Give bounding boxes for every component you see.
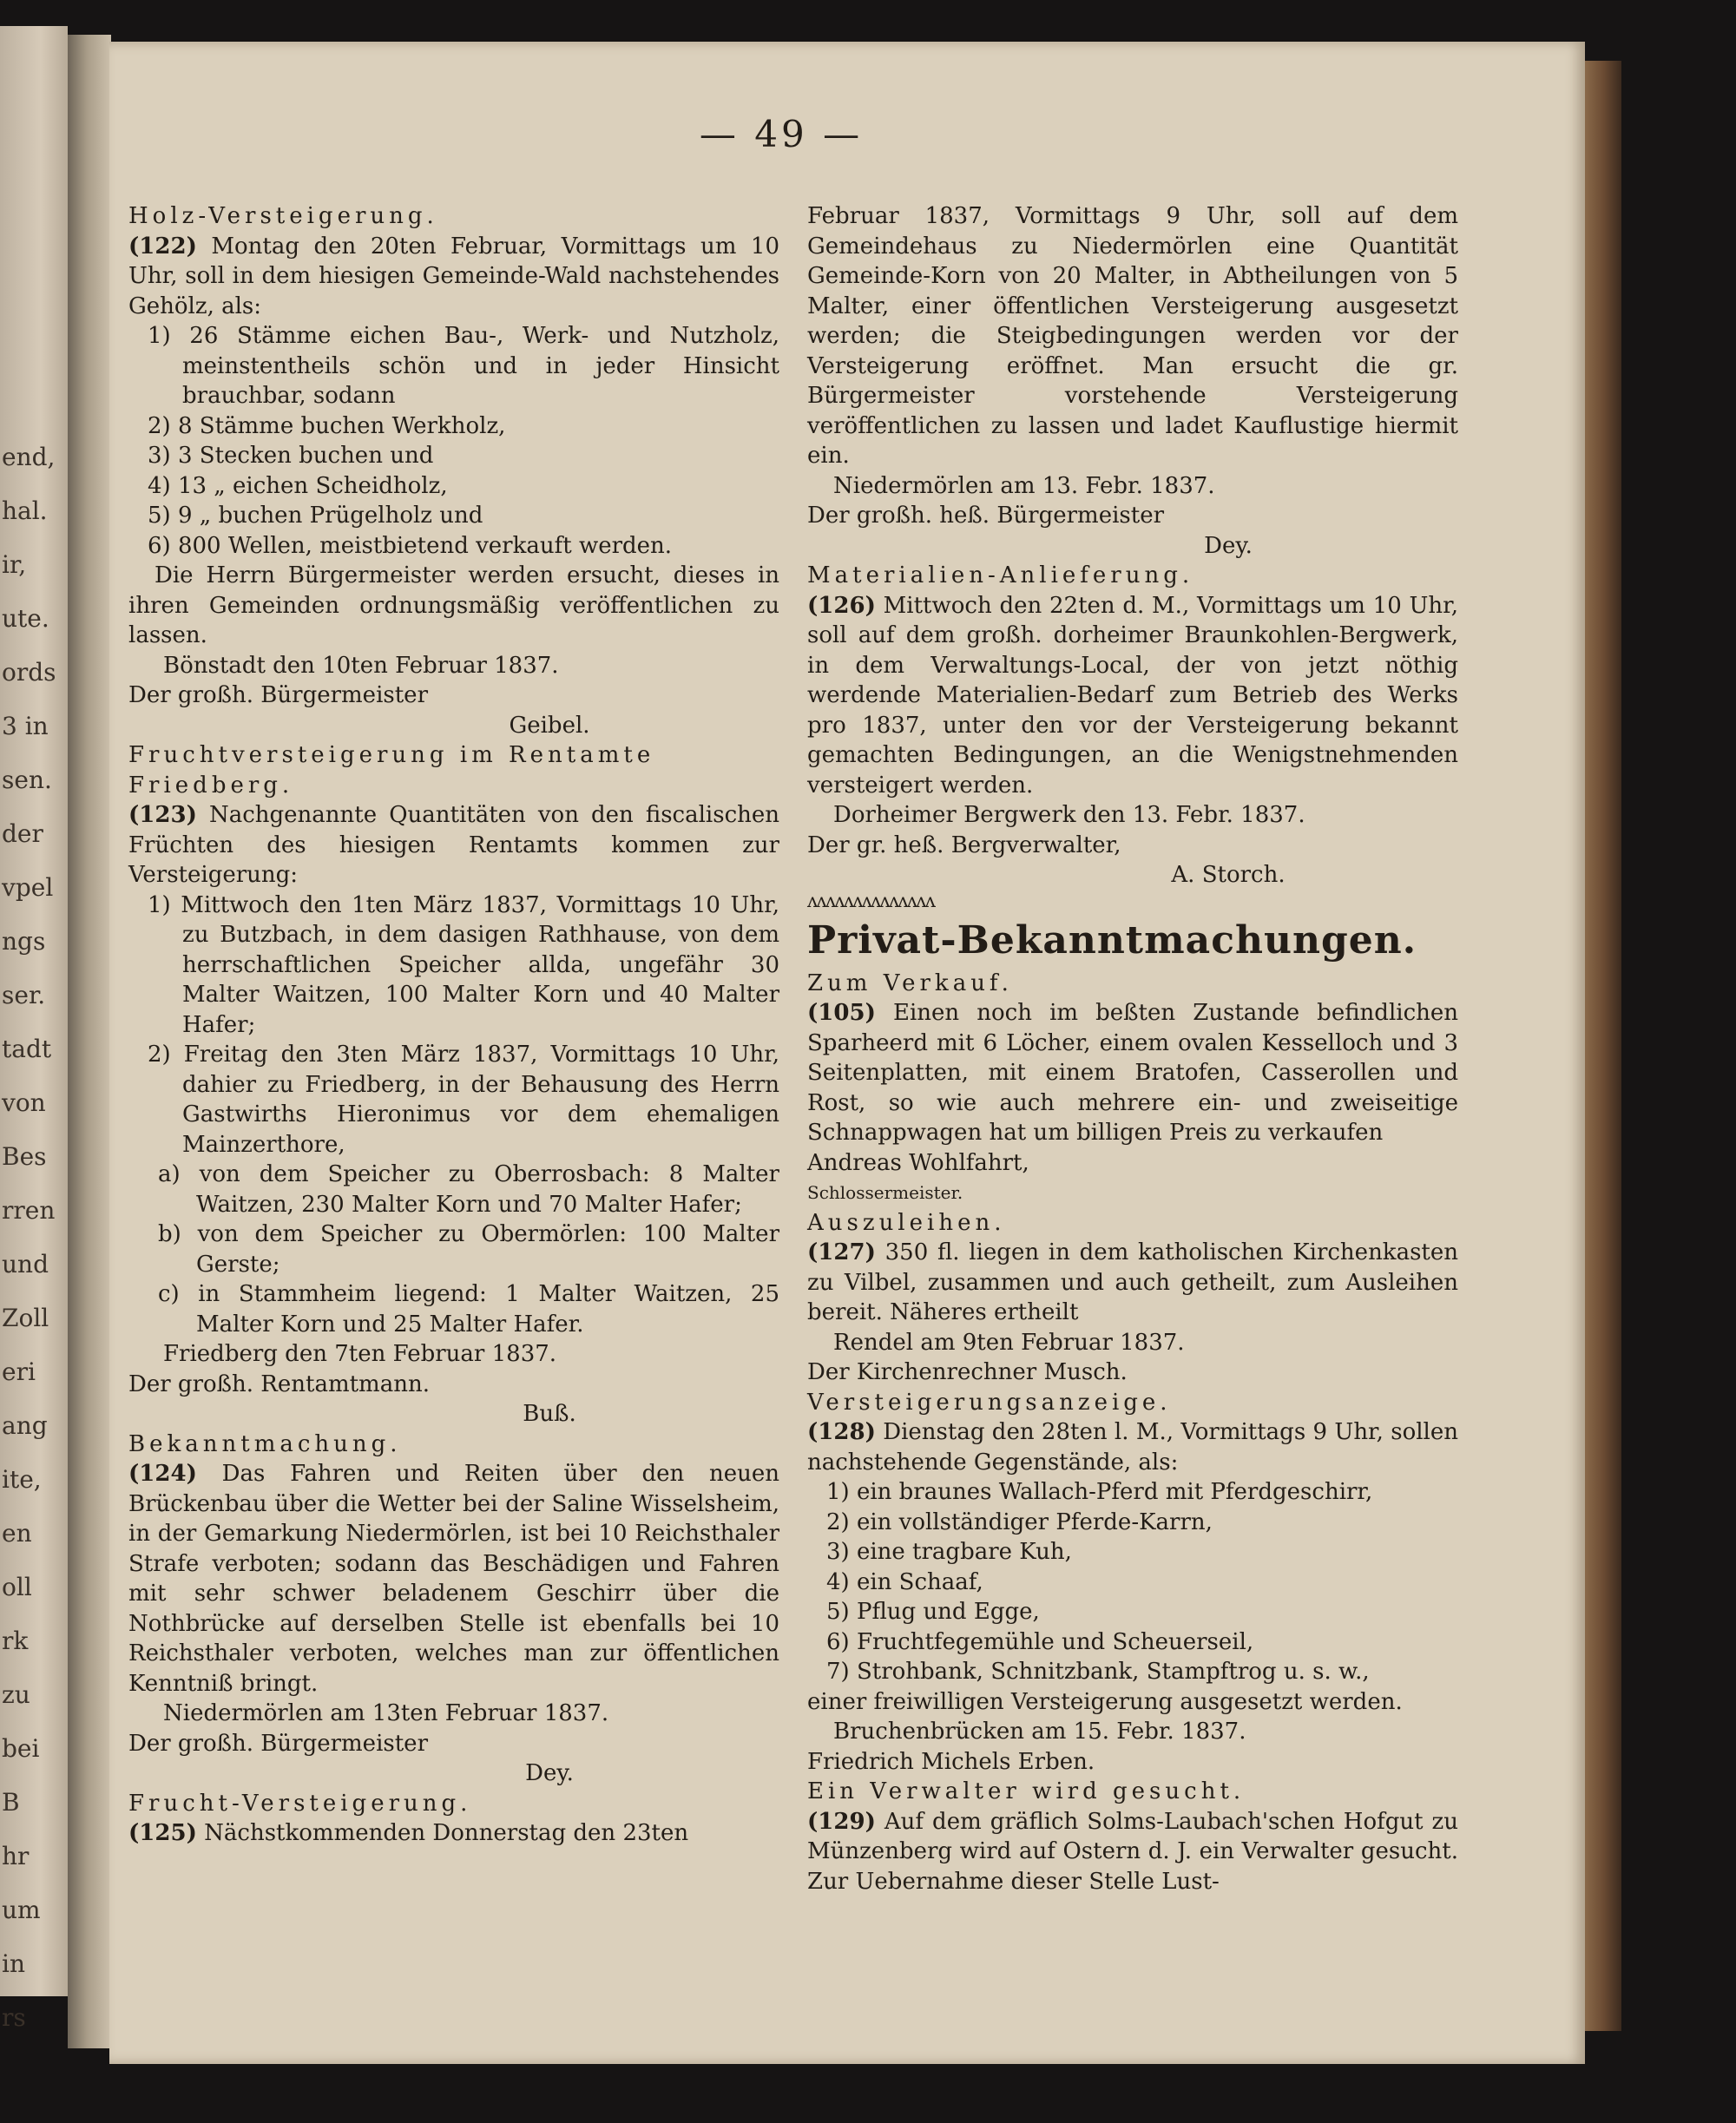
dateline: Friedberg den 7ten Februar 1837. xyxy=(163,1341,557,1367)
section-heading: Fruchtversteigerung im Rentamte xyxy=(128,742,655,768)
left-page-fragment: bei xyxy=(2,1734,40,1763)
notice-number: (126) xyxy=(807,592,876,619)
notice-128: (128) Dienstag den 28ten l. M., Vormittags 9 Uhr, sollen nachstehende Gegenstände, als: xyxy=(807,1419,1458,1476)
left-page-fragment: Zoll xyxy=(2,1304,49,1332)
sub-item: b) von dem Speicher zu Obermörlen: 100 Malter Gerste; xyxy=(158,1221,779,1278)
notice-number: (123) xyxy=(128,802,197,828)
list-item: 5) Pflug und Egge, xyxy=(826,1599,1040,1625)
signature: Der großh. Rentamtmann. xyxy=(128,1370,430,1397)
left-page-fragment: tadt xyxy=(2,1035,52,1063)
section-heading: Versteigerungsanzeige. xyxy=(807,1389,1172,1416)
left-page-fragment: eri xyxy=(2,1357,36,1386)
list-item: 3) eine tragbare Kuh, xyxy=(826,1539,1072,1565)
list-item: 5) 9 „ buchen Prügelholz und xyxy=(148,503,483,529)
list-item: 6) Fruchtfegemühle und Scheuerseil, xyxy=(826,1628,1254,1655)
list-item: 7) Strohbank, Schnitzbank, Stampftrog u. s. w., xyxy=(826,1659,1370,1685)
signature: Der großh. Bürgermeister xyxy=(128,682,428,708)
list-item: 1) 26 Stämme eichen Bau-, Werk- und Nutzholz, meinstentheils schön und in jeder Hinsicht brauchbar, sodann xyxy=(148,323,779,409)
notice-number: (125) xyxy=(128,1820,197,1846)
list-item: 2) ein vollständiger Pferde-Karrn, xyxy=(826,1508,1213,1535)
left-page-fragment: ords xyxy=(2,658,56,687)
list-item: 1) ein braunes Wallach-Pferd mit Pferdgeschirr, xyxy=(826,1479,1373,1505)
notice-105: (105) Einen noch im beßten Zustande befindlichen Sparheerd mit 6 Löcher, einem ovalen Kesselloch und 3 Seitenplatten, mit einem Bratofen, Casserollen und Rost, so wie auch mehrere ein- und zweiseitige Schnappwagen hat um billigen Preis zu verkaufen xyxy=(807,1000,1459,1146)
signature: Der gr. heß. Bergverwalter, xyxy=(807,831,1121,858)
list-item: 1) Mittwoch den 1ten März 1837, Vormittags 10 Uhr, zu Butzbach, in dem dasigen Rathhause, von dem herrschaftlichen Speicher allda, ungefähr 30 Malter Waitzen, 100 Malter Korn und 40 Malter Hafer; xyxy=(148,891,779,1038)
section-heading: Zum Verkauf. xyxy=(807,969,1013,996)
list-item: 4) ein Schaaf, xyxy=(826,1568,983,1595)
list-item: 2) Freitag den 3ten März 1837, Vormittags 10 Uhr, dahier zu Friedberg, in der Behausung des Herrn Gastwirths Hieronimus vor dem ehemaligen Mainzerthore, xyxy=(148,1042,779,1158)
left-page-fragment: hal. xyxy=(2,496,48,525)
left-page-fragment: hr xyxy=(2,1842,30,1870)
left-page-fragment: rs xyxy=(2,2003,26,2032)
dateline: Bönstadt den 10ten Februar 1837. xyxy=(163,652,559,679)
section-heading: Auszuleihen. xyxy=(807,1209,1006,1236)
body-text: Die Herrn Bürgermeister werden ersucht, dieses in ihren Gemeinden ordnungsmäßig veröffentlichen zu lassen. xyxy=(128,562,779,648)
body-text: einer freiwilligen Versteigerung ausgesetzt werden. xyxy=(807,1688,1403,1715)
notice-number: (122) xyxy=(128,233,197,260)
left-page-fragment: rk xyxy=(2,1627,29,1655)
signature-name: Dey. xyxy=(525,1760,574,1786)
left-page-fragment: Bes xyxy=(2,1142,47,1171)
left-page-fragment: in xyxy=(2,1949,25,1978)
list-item: 2) 8 Stämme buchen Werkholz, xyxy=(148,412,506,439)
dateline: Rendel am 9ten Februar 1837. xyxy=(833,1329,1185,1356)
notice-123: (123) Nachgenannte Quantitäten von den fiscalischen Früchten des hiesigen Rentamts kommen zur Versteigerung: xyxy=(128,802,780,888)
page-number: — 49 — xyxy=(699,113,864,155)
section-heading: Bekanntmachung. xyxy=(128,1430,402,1457)
left-column xyxy=(128,201,779,1849)
notice-125: (125) Nächstkommenden Donnerstag den 23ten xyxy=(128,1820,689,1846)
notice-number: (105) xyxy=(807,1000,876,1026)
list-item: 3) 3 Stecken buchen und xyxy=(148,443,434,469)
list-item: 4) 13 „ eichen Scheidholz, xyxy=(148,472,448,499)
list-item: 6) 800 Wellen, meistbietend verkauft werden. xyxy=(148,532,673,559)
left-page-fragment: ngs xyxy=(2,927,46,956)
sub-item: a) von dem Speicher zu Oberrosbach: 8 Malter Waitzen, 230 Malter Korn und 70 Malter Hafer; xyxy=(158,1161,779,1218)
signature-name: Dey. xyxy=(1204,532,1253,559)
signature: Der großh. heß. Bürgermeister xyxy=(807,503,1165,529)
signature: Friedrich Michels Erben. xyxy=(807,1748,1095,1775)
notice-122: (122) Montag den 20ten Februar, Vormittags um 10 Uhr, soll in dem hiesigen Gemeinde-Wald nachstehendes Gehölz, als: xyxy=(128,233,780,319)
signature-role: Schlossermeister. xyxy=(807,1182,963,1203)
signature-name: Buß. xyxy=(523,1401,576,1427)
left-page-fragment: oll xyxy=(2,1573,32,1601)
dateline: Niedermörlen am 13. Febr. 1837. xyxy=(833,472,1215,499)
notice-number: (129) xyxy=(807,1808,876,1835)
dateline: Niedermörlen am 13ten Februar 1837. xyxy=(163,1700,609,1726)
private-announcements-title: Privat-Bekanntmachungen. xyxy=(807,917,1417,963)
notice-124: (124) Das Fahren und Reiten über den neuen Brückenbau über die Wetter bei der Saline Wisselsheim, in der Gemarkung Niedermörlen, ist bei 10 Reichsthaler Strafe verboten; sodann das Beschädigen und Fahren mit sehr schwer beladenem Geschirr über die Nothbrücke auf derselben Stelle ist ebenfalls bei 10 Reichsthaler verboten, welches man zur öffentlichen Kenntniß bringt. xyxy=(128,1461,779,1697)
sub-item: c) in Stammheim liegend: 1 Malter Waitzen, 25 Malter Korn und 25 Malter Hafer. xyxy=(158,1281,779,1338)
left-page-fragment: 3 in xyxy=(2,712,49,740)
left-page-fragment: um xyxy=(2,1896,41,1924)
left-page-fragment: rren xyxy=(2,1196,56,1225)
left-page-fragment: von xyxy=(2,1088,46,1117)
dateline: Dorheimer Bergwerk den 13. Febr. 1837. xyxy=(833,802,1305,828)
notice-number: (124) xyxy=(128,1461,197,1487)
body-text: Februar 1837, Vormittags 9 Uhr, soll auf dem Gemeindehaus zu Niedermörlen eine Quantität Gemeinde-Korn von 20 Malter, in Abtheilungen von 5 Malter, einer öffentlichen Versteigerung ausgesetzt werden; die Steigbedingungen werden vor der Versteigerung eröffnet. Man ersucht die gr. Bürgermeister vorstehende Versteigerung veröffentlichen zu lassen und ladet Kauflustige hiermit ein. xyxy=(807,203,1458,469)
notice-127: (127) 350 fl. liegen in dem katholischen Kirchenkasten zu Vilbel, zusammen und auch getheilt, zum Ausleihen bereit. Näheres ertheilt xyxy=(807,1239,1458,1325)
left-page-fragment: B xyxy=(2,1788,20,1817)
book-gutter xyxy=(68,35,111,2048)
left-page-fragment: sen. xyxy=(2,766,52,794)
left-page-fragment: ser. xyxy=(2,981,46,1009)
left-page-edge xyxy=(0,26,68,2032)
left-page-fragment: zu xyxy=(2,1680,30,1709)
left-page-fragment: en xyxy=(2,1519,32,1548)
left-page-fragment: ang xyxy=(2,1411,48,1440)
notice-number: (127) xyxy=(807,1239,876,1265)
notice-126: (126) Mittwoch den 22ten d. M., Vormittags um 10 Uhr, soll auf dem großh. dorheimer Braunkohlen-Bergwerk, in dem Verwaltungs-Local, der von jetzt nöthig werdende Materialien-Bedarf zum Betrieb des Werks pro 1837, unter den vor der Versteigerung bekannt gemachten Bedingungen, an die Wenigstnehmenden versteigert werden. xyxy=(807,592,1459,799)
left-page-fragment: ite, xyxy=(2,1465,42,1494)
signature: Der Kirchenrechner Musch. xyxy=(807,1359,1128,1385)
section-heading: Friedberg. xyxy=(128,772,294,799)
section-heading: Frucht-Versteigerung. xyxy=(128,1790,472,1817)
left-page-fragment: end, xyxy=(2,443,56,471)
signature: Der großh. Bürgermeister xyxy=(128,1730,428,1757)
section-heading: Ein Verwalter wird gesucht. xyxy=(807,1778,1246,1804)
section-heading: Materialien-Anlieferung. xyxy=(807,562,1194,588)
signature: Andreas Wohlfahrt, xyxy=(807,1149,1029,1176)
left-page-fragment: und xyxy=(2,1250,49,1278)
left-page-fragment: ir, xyxy=(2,550,27,579)
ornament-divider: ʌʌʌʌʌʌʌʌʌʌʌʌʌʌ xyxy=(807,890,935,912)
book-cover-edge xyxy=(1585,61,1621,2031)
left-page-fragment: vpel xyxy=(2,873,54,902)
notice-number: (128) xyxy=(807,1419,876,1445)
signature-name: A. Storch. xyxy=(1171,862,1286,888)
section-heading: Holz-Versteigerung. xyxy=(128,203,438,229)
left-page-fragment: der xyxy=(2,819,43,848)
notice-129: (129) Auf dem gräflich Solms-Laubach'schen Hofgut zu Münzenberg wird auf Ostern d. J. ein Verwalter gesucht. Zur Uebernahme dieser Stelle Lust- xyxy=(807,1808,1459,1895)
dateline: Bruchenbrücken am 15. Febr. 1837. xyxy=(833,1719,1246,1745)
left-page-fragment: ute. xyxy=(2,604,49,633)
signature-name: Geibel. xyxy=(509,712,590,739)
right-column xyxy=(807,201,1458,1896)
